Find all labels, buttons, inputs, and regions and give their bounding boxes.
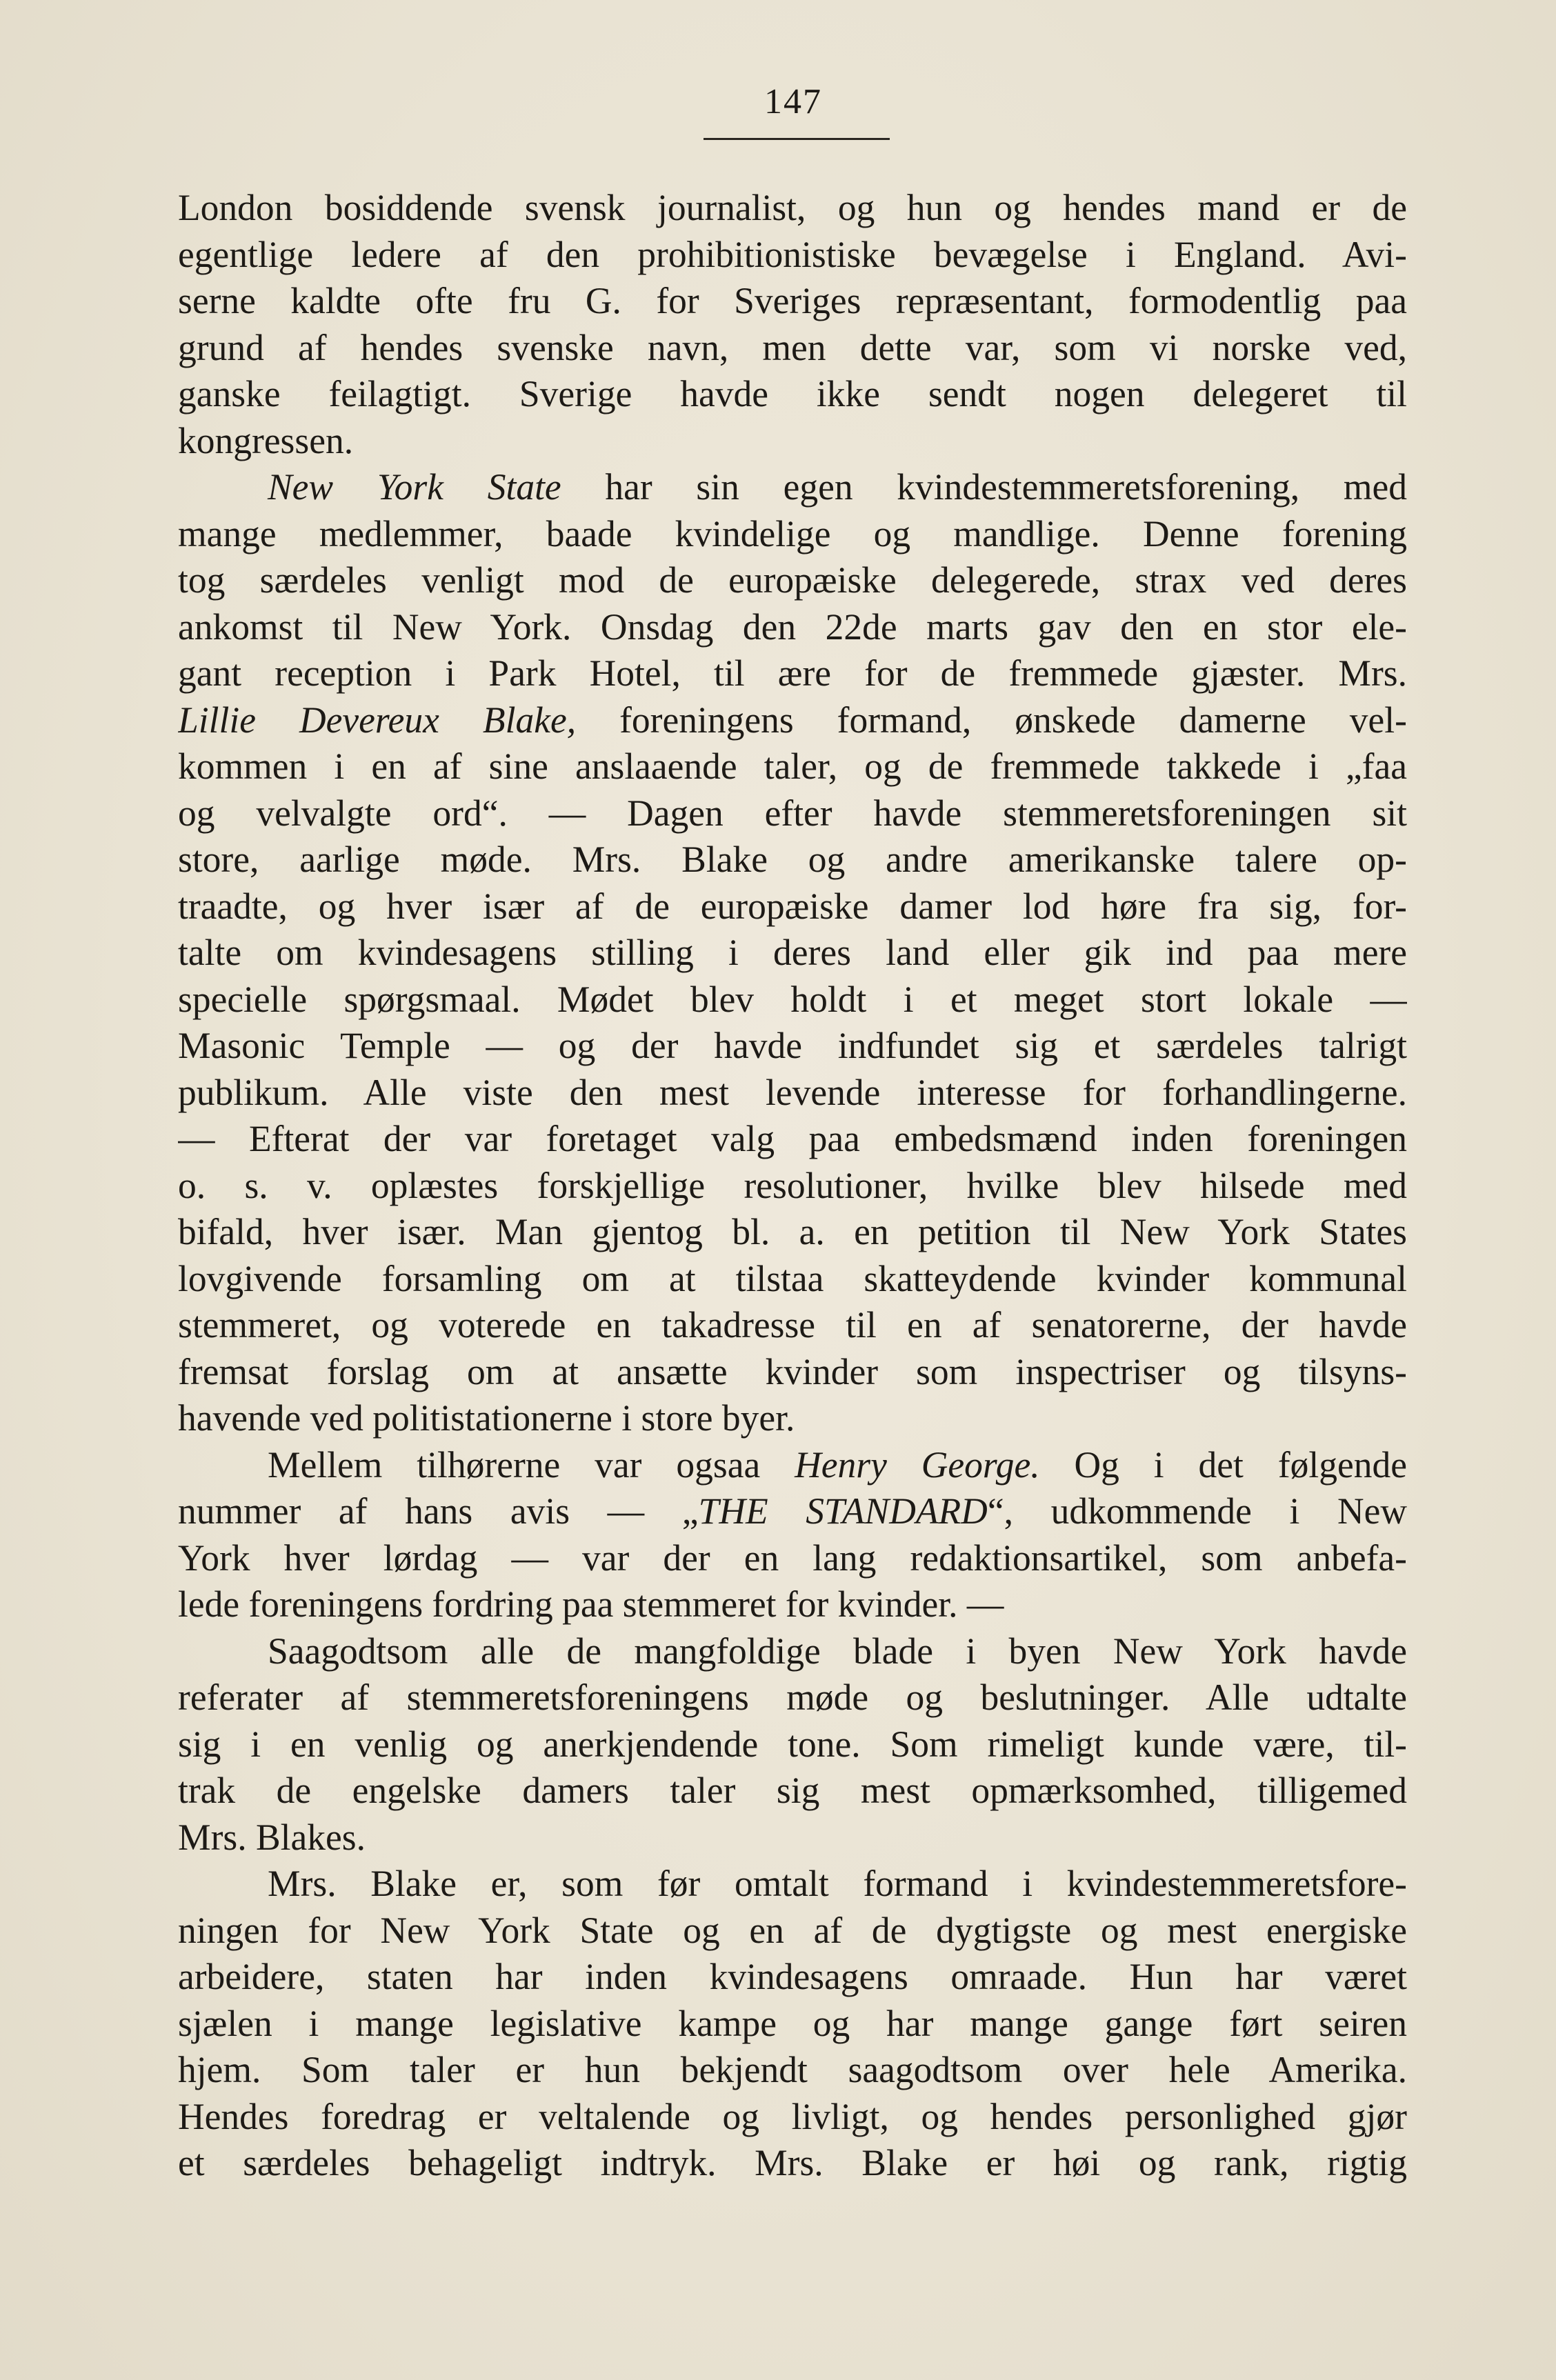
text-line bbox=[178, 1581, 1407, 1628]
text-segment: mange medlemmer, baade kvindelige og mandlige. Denne forening bbox=[178, 512, 1407, 554]
text-segment: o. s. v. oplæstes forskjellige resolutioner, hvilke blev hilsede med bbox=[178, 1164, 1407, 1206]
text-line bbox=[178, 1349, 1407, 1396]
text-segment: kongressen. bbox=[178, 419, 354, 461]
text-segment: nummer af hans avis — „ bbox=[178, 1490, 699, 1532]
text-segment: gant reception i Park Hotel, til ære for de fremmede gjæster. Mrs. bbox=[178, 652, 1407, 694]
page-number-rule bbox=[704, 138, 890, 140]
text-line bbox=[178, 232, 1407, 279]
text-segment: serne kaldte ofte fru G. for Sveriges repræsentant, formodentlig paa bbox=[178, 280, 1407, 321]
text-line bbox=[178, 743, 1407, 790]
italic-text-segment: Lillie Devereux Blake, bbox=[178, 699, 577, 741]
text-line bbox=[178, 1256, 1407, 1303]
text-segment: sjælen i mange legislative kampe og har mange gange ført seiren bbox=[178, 2002, 1407, 2044]
text-segment: hjem. Som taler er hun bekjendt saagodtsom over hele Amerika. bbox=[178, 2049, 1407, 2090]
text-segment: stemmeret, og voterede en takadresse til en af senatorerne, der havde bbox=[178, 1304, 1407, 1346]
text-line bbox=[178, 1488, 1407, 1535]
text-line bbox=[178, 2001, 1407, 2048]
text-segment: grund af hendes svenske navn, men dette var, som vi norske ved, bbox=[178, 326, 1407, 368]
text-segment: Og i det følgende bbox=[1039, 1443, 1407, 1486]
text-line bbox=[178, 185, 1407, 232]
text-segment: traadte, og hver især af de europæiske damer lod høre fra sig, for- bbox=[178, 885, 1407, 927]
text-line bbox=[178, 2140, 1407, 2187]
text-line bbox=[178, 790, 1407, 837]
italic-text-segment: New York State bbox=[268, 466, 561, 508]
text-line bbox=[178, 1908, 1407, 1954]
text-line bbox=[178, 837, 1407, 883]
text-line bbox=[178, 2047, 1407, 2094]
text-segment: referater af stemmeretsforeningens møde og beslutninger. Alle udtalte bbox=[178, 1677, 1407, 1718]
text-segment: — Efterat der var foretaget valg paa embedsmænd inden foreningen bbox=[178, 1118, 1407, 1159]
text-line bbox=[178, 1768, 1407, 1814]
text-line bbox=[178, 418, 1407, 465]
text-segment: foreningens formand, ønskede damerne vel- bbox=[576, 699, 1407, 741]
text-segment: bifald, hver især. Man gjentog bl. a. en petition til New York States bbox=[178, 1211, 1407, 1252]
text-segment: har sin egen kvindestemmeretsforening, med bbox=[561, 466, 1407, 508]
italic-text-segment: Henry George. bbox=[795, 1443, 1040, 1486]
page-number: 147 bbox=[764, 82, 822, 121]
text-line bbox=[178, 1442, 1407, 1489]
text-line bbox=[178, 883, 1407, 930]
text-line bbox=[178, 930, 1407, 977]
text-segment: Mrs. Blakes. bbox=[178, 1816, 366, 1858]
text-line bbox=[178, 1954, 1407, 2001]
text-line bbox=[178, 604, 1407, 651]
text-line bbox=[178, 977, 1407, 1023]
text-line bbox=[178, 371, 1407, 418]
text-line bbox=[178, 557, 1407, 604]
text-segment: London bosiddende svensk journalist, og hun og hendes mand er de bbox=[178, 187, 1407, 228]
text-segment: Mellem tilhørerne var ogsaa bbox=[268, 1443, 795, 1486]
text-segment: lovgivende forsamling om at tilstaa skatteydende kvinder kommunal bbox=[178, 1257, 1407, 1299]
text-line bbox=[178, 1814, 1407, 1861]
text-line bbox=[178, 1209, 1407, 1256]
text-segment: Saagodtsom alle de mangfoldige blade i byen New York havde bbox=[268, 1630, 1407, 1672]
text-line bbox=[178, 2094, 1407, 2141]
text-line bbox=[178, 511, 1407, 558]
text-line bbox=[178, 1628, 1407, 1675]
text-segment: tog særdeles venligt mod de europæiske delegerede, strax ved deres bbox=[178, 559, 1407, 601]
text-line bbox=[178, 1070, 1407, 1117]
text-segment: ningen for New York State og en af de dygtigste og mest energiske bbox=[178, 1909, 1407, 1951]
text-segment: fremsat forslag om at ansætte kvinder som inspectriser og tilsyns- bbox=[178, 1350, 1407, 1392]
text-segment: og velvalgte ord“. — Dagen efter havde stemmeretsforeningen sit bbox=[178, 792, 1407, 834]
text-line bbox=[178, 1721, 1407, 1768]
text-segment: egentlige ledere af den prohibitionistiske bevægelse i England. Avi- bbox=[178, 233, 1407, 275]
text-segment: specielle spørgsmaal. Mødet blev holdt i et meget stort lokale — bbox=[178, 978, 1407, 1020]
text-segment: talte om kvindesagens stilling i deres land eller gik ind paa mere bbox=[178, 932, 1407, 973]
text-segment: “, udkommende i New bbox=[987, 1490, 1407, 1532]
text-line bbox=[178, 1674, 1407, 1721]
italic-text-segment: THE STANDARD bbox=[698, 1490, 988, 1532]
text-segment: trak de engelske damers taler sig mest opmærksomhed, tilligemed bbox=[178, 1770, 1407, 1811]
text-segment: sig i en venlig og anerkjendende tone. Som rimeligt kunde være, til- bbox=[178, 1723, 1407, 1765]
text-segment: ganske feilagtigt. Sverige havde ikke sendt nogen delegeret til bbox=[178, 373, 1407, 414]
text-segment: arbeidere, staten har inden kvindesagens omraade. Hun har været bbox=[178, 1956, 1407, 1997]
text-line bbox=[178, 1861, 1407, 1908]
text-segment: kommen i en af sine anslaaende taler, og de fremmede takkede i „faa bbox=[178, 746, 1407, 787]
text-line bbox=[178, 1302, 1407, 1349]
text-segment: Hendes foredrag er veltalende og livligt, og hendes personlighed gjør bbox=[178, 2095, 1407, 2137]
text-line bbox=[178, 1163, 1407, 1210]
text-line bbox=[178, 1116, 1407, 1163]
text-line bbox=[178, 697, 1407, 744]
text-line bbox=[178, 325, 1407, 372]
text-segment: store, aarlige møde. Mrs. Blake og andre amerikanske talere op- bbox=[178, 839, 1407, 880]
text-segment: ankomst til New York. Onsdag den 22de marts gav den en stor ele- bbox=[178, 606, 1407, 648]
text-segment: publikum. Alle viste den mest levende interesse for forhandlingerne. bbox=[178, 1071, 1407, 1113]
text-line bbox=[178, 278, 1407, 325]
text-line bbox=[178, 1535, 1407, 1582]
body-text bbox=[178, 185, 1407, 2187]
text-segment: Masonic Temple — og der havde indfundet sig et særdeles talrigt bbox=[178, 1025, 1407, 1066]
text-segment: Mrs. Blake er, som før omtalt formand i kvindestemmeretsfore- bbox=[268, 1863, 1407, 1904]
text-segment: lede foreningens fordring paa stemmeret for kvinder. — bbox=[178, 1583, 1004, 1625]
text-line bbox=[178, 1023, 1407, 1070]
text-segment: havende ved politistationerne i store byer. bbox=[178, 1397, 795, 1439]
text-line bbox=[178, 1395, 1407, 1442]
text-line bbox=[178, 464, 1407, 511]
text-line bbox=[178, 650, 1407, 697]
text-segment: York hver lørdag — var der en lang redaktionsartikel, som anbefa- bbox=[178, 1537, 1407, 1579]
text-segment: et særdeles behageligt indtryk. Mrs. Blake er høi og rank, rigtig bbox=[178, 2142, 1407, 2183]
